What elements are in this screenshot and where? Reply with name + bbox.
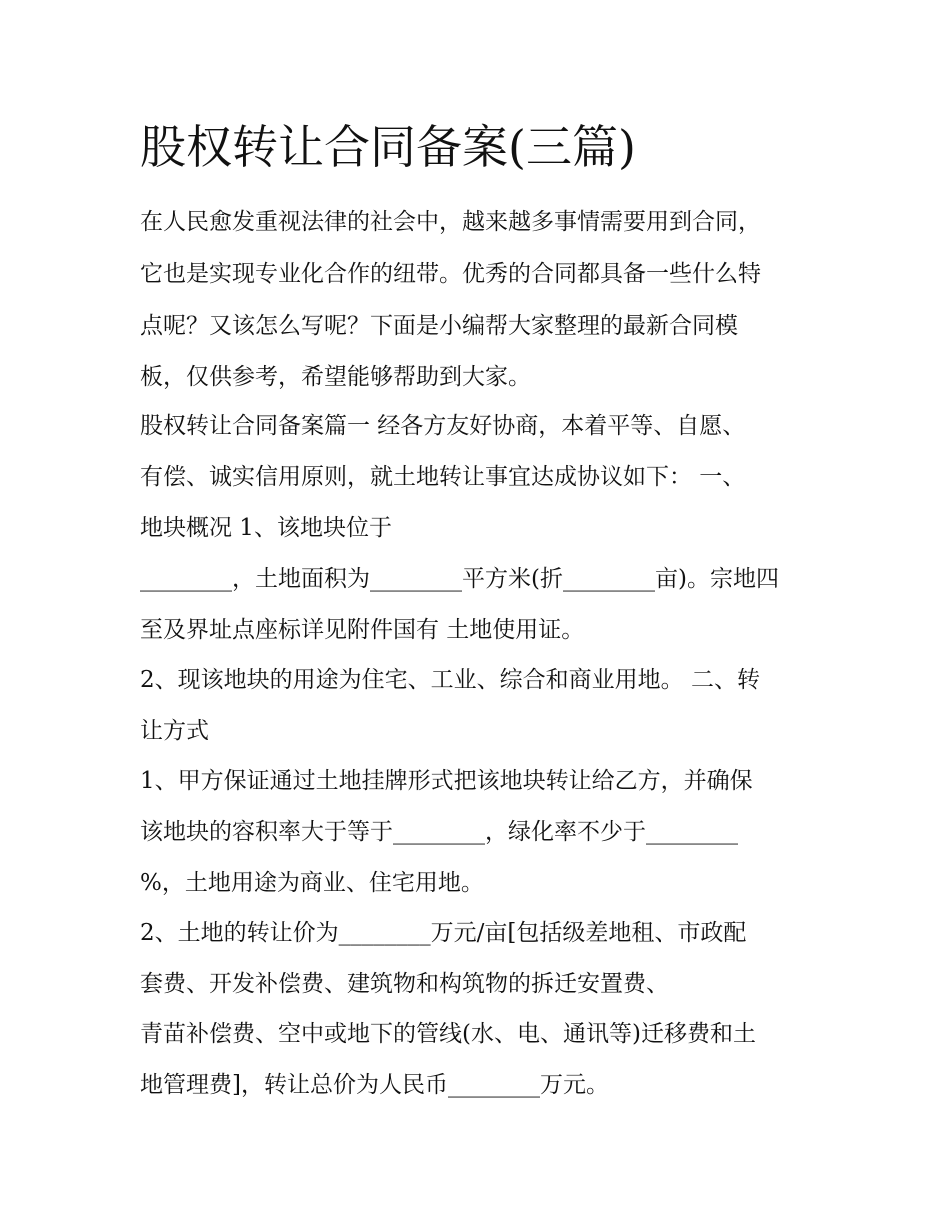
body-line: %，土地用途为商业、住宅用地。	[140, 870, 484, 896]
body-line: 套费、开发补偿费、建筑物和构筑物的拆迁安置费、	[140, 971, 669, 997]
body-line: 点呢？又该怎么写呢？下面是小编帮大家整理的最新合同模	[140, 313, 738, 339]
body-line: 地管理费]，转让总价为人民币________万元。	[140, 1072, 609, 1098]
body-line: 青苗补偿费、空中或地下的管线(水、电、通讯等)迁移费和土	[140, 1021, 756, 1047]
body-line: 在人民愈发重视法律的社会中，越来越多事情需要用到合同，	[140, 209, 761, 235]
body-line: 地块概况 1、该地块位于	[140, 515, 392, 541]
body-line: 板，仅供参考，希望能够帮助到大家。	[140, 364, 531, 390]
body-line: 让方式	[140, 718, 209, 744]
body-line: 至及界址点座标详见附件国有 土地使用证。	[140, 617, 585, 643]
body-line: 1、甲方保证通过土地挂牌形式把该地块转让给乙方，并确保	[140, 768, 753, 794]
body-line: ________，土地面积为________平方米(折________亩)。宗地四	[140, 566, 779, 592]
body-line: 它也是实现专业化合作的纽带。优秀的合同都具备一些什么特	[140, 261, 761, 287]
body-line: 该地块的容积率大于等于________，绿化率不少于________	[140, 819, 738, 845]
body-line: 2、土地的转让价为________万元/亩[包括级差地租、市政配	[140, 920, 747, 946]
body-line: 2、现该地块的用途为住宅、工业、综合和商业用地。 二、转	[140, 667, 760, 693]
body-line: 股权转让合同备案篇一 经各方友好协商，本着平等、自愿、	[140, 413, 746, 439]
body-line: 有偿、诚实信用原则，就土地转让事宜达成协议如下： 一、	[140, 464, 746, 490]
document-title: 股权转让合同备案(三篇)	[140, 120, 636, 174]
